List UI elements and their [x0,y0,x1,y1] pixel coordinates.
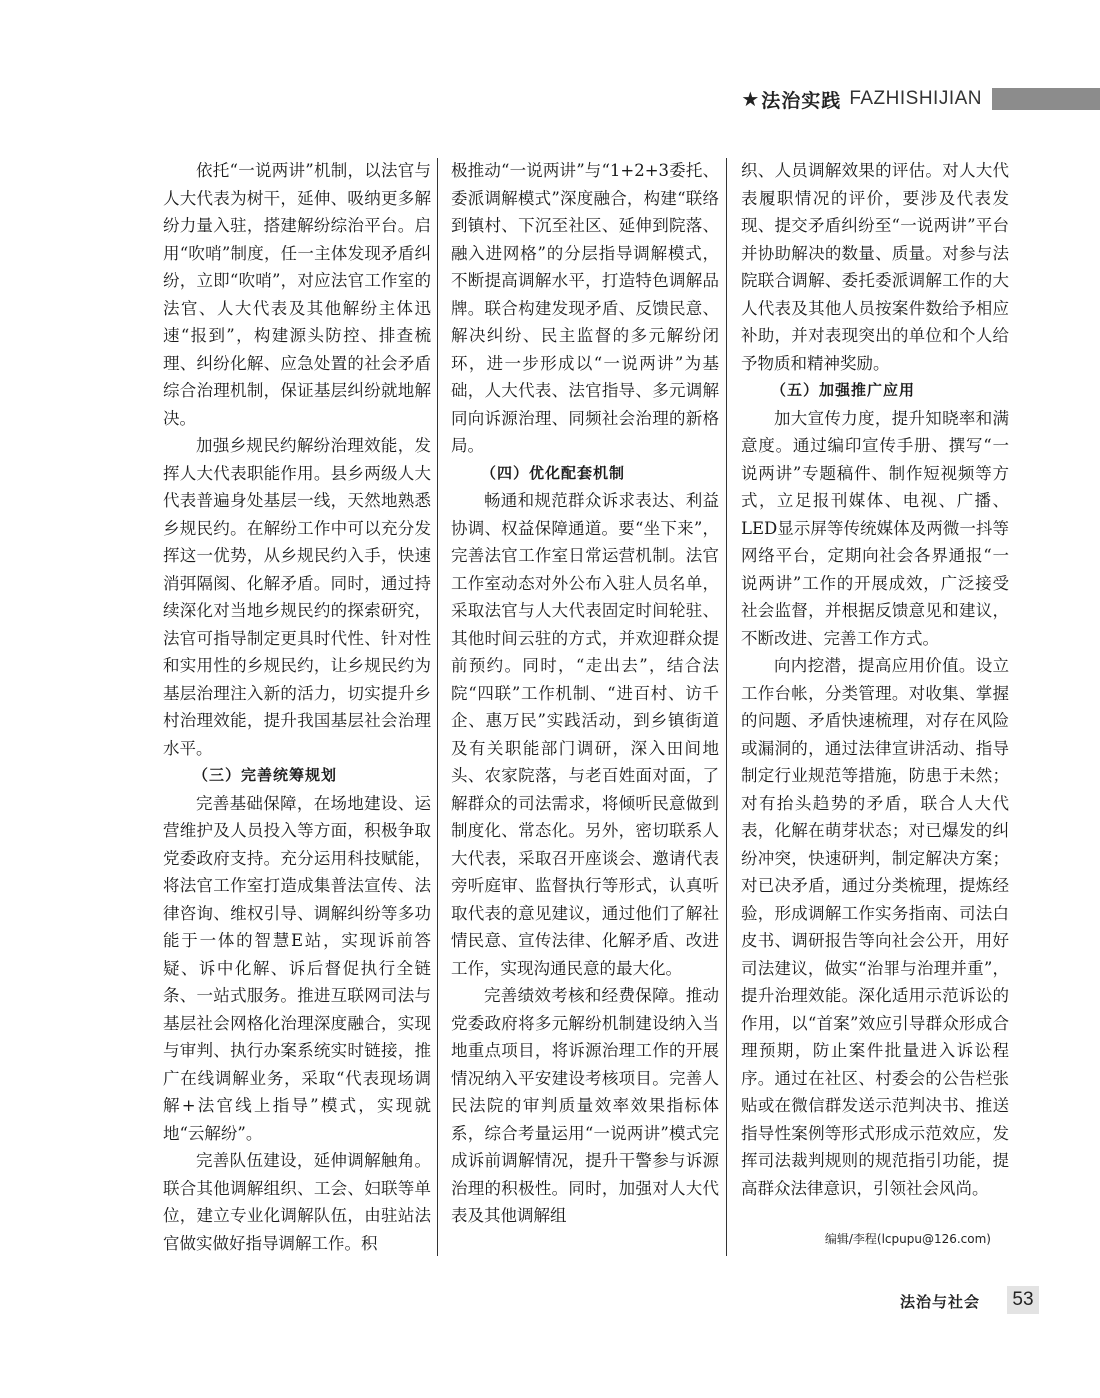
paragraph: 畅通和规范群众诉求表达、利益协调、权益保障通道。要“坐下来”，完善法官工作室日常运营机制。法官工作室动态对外公布入驻人员名单，采取法官与人大代表固定时间轮驻、其他时间云驻的方式，并欢迎群众提前预约。同时，“走出去”，结合法院“四联”工作机制、“进百村、访千企、惠万民”实践活动，到乡镇街道及有关职能部门调研，深入田间地头、农家院落，与老百姓面对面，了解群众的司法需求，将倾听民意做到制度化、常态化。另外，密切联系人大代表，采取召开座谈会、邀请代表旁听庭审、监督执行等形式，认真听取代表的意见建议，通过他们了解社情民意、宣传法律、化解矛盾、改进工作，实现沟通民意的最大化。 [451,491,719,978]
paragraph: 依托“一说两讲”机制，以法官与人大代表为树干，延伸、吸纳更多解纷力量入驻，搭建解纷综治平台。启用“吹哨”制度，任一主体发现矛盾纠纷，立即“吹哨”，对应法官工作室的法官、人大代表及其他解纷主体迅速“报到”，构建源头防控、排查梳理、纠纷化解、应急处置的社会矛盾综合治理机制，保证基层纠纷就地解决。 [163,161,431,428]
section-title-cn: 法治实践 [761,89,842,112]
section-heading: （三）完善统筹规划 [193,766,338,784]
section-header [741,86,1100,112]
section-heading: （五）加强推广应用 [771,381,916,399]
column-3 [741,157,1009,1202]
paragraph: 加强乡规民约解纷治理效能，发挥人大代表职能作用。县乡两级人大代表普遍身处基层一线，天然地熟悉乡规民约。在解纷工作中可以充分发挥这一优势，从乡规民约入手，快速消弭隔阂、化解矛盾。同时，通过持续深化对当地乡规民约的探索研究，法官可指导制定更具时代性、针对性和实用性的乡规民约，让乡规民约为基层治理注入新的活力，切实提升乡村治理效能，提升我国基层社会治理水平。 [163,436,431,758]
star-icon: ★ [741,87,760,111]
magazine-title: 法治与社会 [900,1293,981,1311]
page-number: 53 [1007,1286,1039,1314]
paragraph: 加大宣传力度，提升知晓率和满意度。通过编印宣传手册、撰写“一说两讲”专题稿件、制作短视频等方式，立足报刊媒体、电视、广播、LED显示屏等传统媒体及两微一抖等网络平台，定期向社会各界通报“一说两讲”工作的开展成效，广泛接受社会监督，并根据反馈意见和建议，不断改进、完善工作方式。 [741,408,1009,648]
paragraph: 完善队伍建设，延伸调解触角。联合其他调解组织、工会、妇联等单位，建立专业化调解队伍，由驻站法官做实做好指导调解工作。积 [163,1151,431,1253]
paragraph: 完善基础保障，在场地建设、运营维护及人员投入等方面，积极争取党委政府支持。充分运用科技赋能，将法官工作室打造成集普法宣传、法律咨询、维权引导、调解纠纷等多功能于一体的智慧E站，实现诉前答疑、诉中化解、诉后督促执行全链条、一站式服务。推进互联网司法与基层社会网格化治理深度融合，实现与审判、执行办案系统实时链接，推广在线调解业务，采取“代表现场调解+法官线上指导”模式，实现就地“云解纷”。 [163,793,431,1143]
column-2 [451,157,719,1230]
paragraph: 极推动“一说两讲”与“1+2+3委托、委派调解模式”深度融合，构建“联络到镇村、下沉至社区、延伸到院落、融入进网格”的分层指导调解模式，不断提高调解水平，打造特色调解品牌。联合构建发现矛盾、反馈民意、解决纠纷、民主监督的多元解纷闭环，进一步形成以“一说两讲”为基础，人大代表、法官指导、多元调解同向诉源治理、同频社会治理的新格局。 [451,161,719,455]
column-1 [163,157,431,1257]
section-heading: （四）优化配套机制 [481,463,626,482]
header-bar [992,88,1100,110]
paragraph: 织、人员调解效果的评估。对人大代表履职情况的评价，要涉及代表发现、提交矛盾纠纷至“一说两讲”平台并协助解决的数量、质量。对参与法院联合调解、委托委派调解工作的大人代表及其他人员按案件数给予相应补助，并对表现突出的单位和个人给予物质和精神奖励。 [741,161,1009,373]
column-divider [726,158,727,1256]
editor-credit: 编辑/李程(lcpupu@126.com) [824,1232,991,1246]
column-divider [437,158,438,1256]
paragraph: 向内挖潜，提高应用价值。设立工作台帐，分类管理。对收集、掌握的问题、矛盾快速梳理，对存在风险或漏洞的，通过法律宣讲活动、指导制定行业规范等措施，防患于未然；对有抬头趋势的矛盾，联合人大代表，化解在萌芽状态；对已爆发的纠纷冲突，快速研判，制定解决方案；对已决矛盾，通过分类梳理，提炼经验，形成调解工作实务指南、司法白皮书、调研报告等向社会公开，用好司法建议，做实“治罪与治理并重”，提升治理效能。深化适用示范诉讼的作用，以“首案”效应引导群众形成合理预期，防止案件批量进入诉讼程序。通过在社区、村委会的公告栏张贴或在微信群发送示范判决书、推送指导性案例等形式形成示范效应，发挥司法裁判规则的规范指引功能，提高群众法律意识，引领社会风尚。 [741,656,1009,1198]
paragraph: 完善绩效考核和经费保障。推动党委政府将多元解纷机制建设纳入当地重点项目，将诉源治理工作的开展情况纳入平安建设考核项目。完善人民法院的审判质量效率效果指标体系，综合考量运用“一说两讲”模式完成诉前调解情况，提升干警参与诉源治理的积极性。同时，加强对人大代表及其他调解组 [451,986,719,1225]
section-title-en: FAZHISHIJIAN [849,88,982,109]
